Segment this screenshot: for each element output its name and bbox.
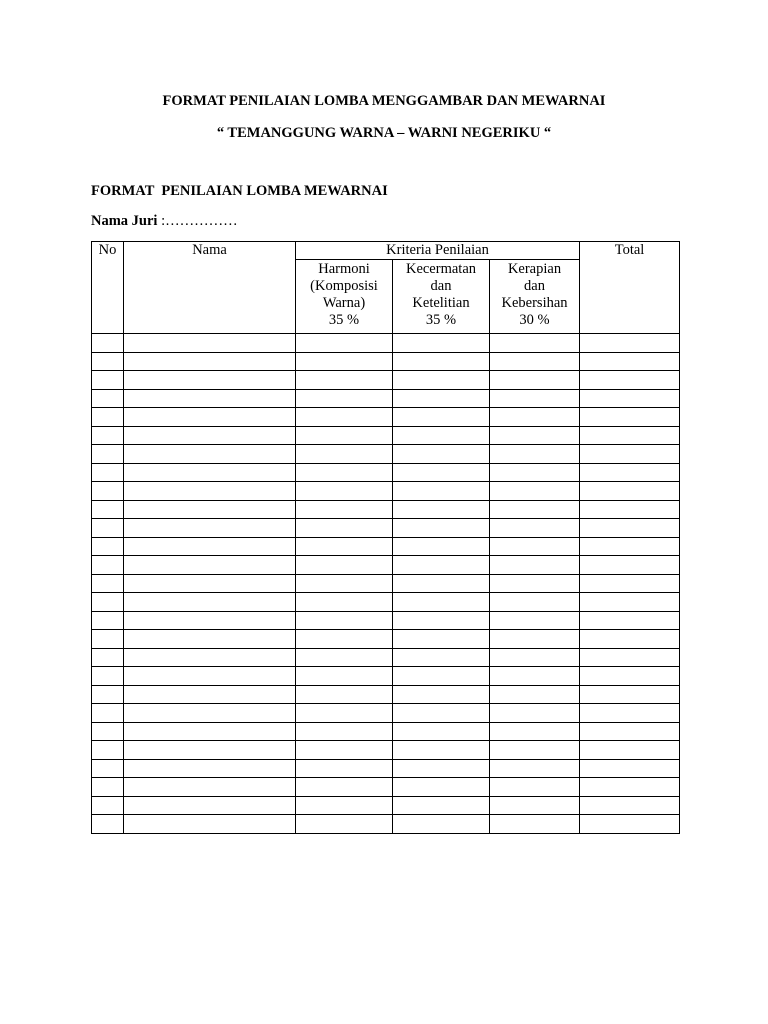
cell-nama xyxy=(124,778,296,797)
scoring-table xyxy=(91,241,680,834)
table-row xyxy=(92,482,680,501)
table-row xyxy=(92,519,680,538)
cell-harmoni xyxy=(296,334,393,353)
cell-kerapian xyxy=(490,815,580,834)
cell-no xyxy=(92,722,124,741)
cell-harmoni xyxy=(296,778,393,797)
criterion-weight: 30 % xyxy=(519,312,550,328)
cell-no xyxy=(92,463,124,482)
cell-harmoni xyxy=(296,759,393,778)
cell-nama xyxy=(124,371,296,390)
cell-kerapian xyxy=(490,704,580,723)
cell-total xyxy=(580,426,680,445)
header-criterion-kerapian xyxy=(490,260,580,334)
cell-harmoni xyxy=(296,463,393,482)
table-row xyxy=(92,556,680,575)
cell-harmoni xyxy=(296,741,393,760)
cell-total xyxy=(580,556,680,575)
cell-no xyxy=(92,685,124,704)
cell-harmoni xyxy=(296,371,393,390)
table-row xyxy=(92,463,680,482)
cell-total xyxy=(580,722,680,741)
cell-no xyxy=(92,667,124,686)
cell-kecermatan xyxy=(393,648,490,667)
criterion-line: dan xyxy=(430,278,452,294)
cell-kerapian xyxy=(490,648,580,667)
cell-total xyxy=(580,408,680,427)
header-kriteria: Kriteria Penilaian xyxy=(296,242,580,260)
cell-kecermatan xyxy=(393,611,490,630)
cell-kerapian xyxy=(490,759,580,778)
cell-harmoni xyxy=(296,648,393,667)
cell-nama xyxy=(124,426,296,445)
cell-total xyxy=(580,796,680,815)
judge-name-blank: :…………… xyxy=(157,213,238,229)
cell-nama xyxy=(124,445,296,464)
cell-total xyxy=(580,593,680,612)
table-row xyxy=(92,611,680,630)
cell-kecermatan xyxy=(393,445,490,464)
cell-nama xyxy=(124,463,296,482)
header-no: No xyxy=(92,242,124,334)
table-row xyxy=(92,371,680,390)
cell-harmoni xyxy=(296,667,393,686)
table-row xyxy=(92,352,680,371)
table-row xyxy=(92,741,680,760)
cell-kerapian xyxy=(490,426,580,445)
table-row xyxy=(92,426,680,445)
table-row xyxy=(92,778,680,797)
table-row xyxy=(92,704,680,723)
cell-kecermatan xyxy=(393,371,490,390)
criterion-line: Kecermatan xyxy=(405,261,477,277)
cell-kecermatan xyxy=(393,778,490,797)
cell-kerapian xyxy=(490,408,580,427)
section-title: FORMAT PENILAIAN LOMBA MEWARNAI xyxy=(91,183,388,199)
cell-harmoni xyxy=(296,630,393,649)
cell-kerapian xyxy=(490,352,580,371)
cell-kecermatan xyxy=(393,741,490,760)
cell-kerapian xyxy=(490,389,580,408)
table-row xyxy=(92,796,680,815)
cell-harmoni xyxy=(296,593,393,612)
cell-nama xyxy=(124,537,296,556)
cell-kecermatan xyxy=(393,685,490,704)
table-row xyxy=(92,667,680,686)
cell-total xyxy=(580,704,680,723)
cell-kecermatan xyxy=(393,815,490,834)
cell-total xyxy=(580,519,680,538)
cell-kecermatan xyxy=(393,704,490,723)
table-row xyxy=(92,759,680,778)
cell-harmoni xyxy=(296,704,393,723)
table-row xyxy=(92,593,680,612)
table-row xyxy=(92,445,680,464)
cell-kerapian xyxy=(490,685,580,704)
cell-nama xyxy=(124,704,296,723)
cell-kecermatan xyxy=(393,667,490,686)
cell-nama xyxy=(124,500,296,519)
cell-harmoni xyxy=(296,482,393,501)
cell-total xyxy=(580,648,680,667)
cell-kerapian xyxy=(490,445,580,464)
cell-kerapian xyxy=(490,371,580,390)
cell-nama xyxy=(124,482,296,501)
cell-kecermatan xyxy=(393,556,490,575)
table-row xyxy=(92,685,680,704)
table-row xyxy=(92,648,680,667)
cell-no xyxy=(92,352,124,371)
cell-nama xyxy=(124,389,296,408)
cell-kerapian xyxy=(490,556,580,575)
cell-total xyxy=(580,611,680,630)
criterion-weight: 35 % xyxy=(328,312,360,328)
cell-harmoni xyxy=(296,445,393,464)
cell-nama xyxy=(124,593,296,612)
cell-nama xyxy=(124,334,296,353)
table-row xyxy=(92,815,680,834)
cell-kerapian xyxy=(490,741,580,760)
cell-kecermatan xyxy=(393,574,490,593)
cell-kecermatan xyxy=(393,500,490,519)
cell-nama xyxy=(124,408,296,427)
cell-kecermatan xyxy=(393,482,490,501)
cell-harmoni xyxy=(296,519,393,538)
cell-nama xyxy=(124,667,296,686)
cell-total xyxy=(580,389,680,408)
cell-harmoni xyxy=(296,796,393,815)
cell-nama xyxy=(124,759,296,778)
cell-kerapian xyxy=(490,593,580,612)
cell-harmoni xyxy=(296,408,393,427)
cell-total xyxy=(580,667,680,686)
cell-no xyxy=(92,574,124,593)
judge-name-line xyxy=(91,212,238,230)
cell-nama xyxy=(124,648,296,667)
cell-total xyxy=(580,500,680,519)
cell-total xyxy=(580,574,680,593)
cell-no xyxy=(92,630,124,649)
cell-total xyxy=(580,537,680,556)
cell-nama xyxy=(124,519,296,538)
criterion-line: Kebersihan xyxy=(501,295,568,311)
cell-nama xyxy=(124,815,296,834)
cell-no xyxy=(92,389,124,408)
cell-kerapian xyxy=(490,574,580,593)
cell-no xyxy=(92,778,124,797)
cell-kerapian xyxy=(490,334,580,353)
cell-kerapian xyxy=(490,519,580,538)
table-row xyxy=(92,389,680,408)
header-criterion-kecermatan xyxy=(393,260,490,334)
document-theme: “ TEMANGGUNG WARNA – WARNI NEGERIKU “ xyxy=(216,125,552,141)
cell-nama xyxy=(124,685,296,704)
cell-total xyxy=(580,815,680,834)
cell-no xyxy=(92,815,124,834)
cell-no xyxy=(92,611,124,630)
cell-no xyxy=(92,796,124,815)
criterion-weight: 35 % xyxy=(425,312,457,328)
document-title: FORMAT PENILAIAN LOMBA MENGGAMBAR DAN MEWARNAI xyxy=(162,93,606,109)
cell-total xyxy=(580,445,680,464)
cell-nama xyxy=(124,796,296,815)
criterion-line: (Komposisi xyxy=(310,278,378,294)
cell-kecermatan xyxy=(393,759,490,778)
criterion-line: Warna) xyxy=(322,295,366,311)
cell-kecermatan xyxy=(393,630,490,649)
cell-harmoni xyxy=(296,389,393,408)
table-row xyxy=(92,334,680,353)
cell-kecermatan xyxy=(393,722,490,741)
header-criterion-harmoni xyxy=(296,260,393,334)
cell-harmoni xyxy=(296,722,393,741)
cell-nama xyxy=(124,556,296,575)
cell-kecermatan xyxy=(393,389,490,408)
cell-no xyxy=(92,500,124,519)
criterion-line: Harmoni xyxy=(318,261,370,277)
cell-kecermatan xyxy=(393,593,490,612)
cell-no xyxy=(92,371,124,390)
table-row xyxy=(92,408,680,427)
cell-kerapian xyxy=(490,463,580,482)
cell-no xyxy=(92,519,124,538)
table-row xyxy=(92,722,680,741)
cell-total xyxy=(580,685,680,704)
cell-nama xyxy=(124,630,296,649)
cell-kerapian xyxy=(490,778,580,797)
table-row xyxy=(92,500,680,519)
criterion-line: dan xyxy=(524,278,545,294)
cell-harmoni xyxy=(296,815,393,834)
cell-harmoni xyxy=(296,537,393,556)
cell-no xyxy=(92,482,124,501)
cell-nama xyxy=(124,574,296,593)
cell-no xyxy=(92,759,124,778)
cell-no xyxy=(92,556,124,575)
cell-kecermatan xyxy=(393,352,490,371)
cell-kecermatan xyxy=(393,519,490,538)
cell-total xyxy=(580,759,680,778)
cell-kecermatan xyxy=(393,463,490,482)
cell-total xyxy=(580,371,680,390)
cell-total xyxy=(580,778,680,797)
scoring-table-body xyxy=(92,334,680,834)
cell-kecermatan xyxy=(393,796,490,815)
cell-harmoni xyxy=(296,556,393,575)
cell-kerapian xyxy=(490,722,580,741)
cell-harmoni xyxy=(296,426,393,445)
cell-kecermatan xyxy=(393,537,490,556)
cell-no xyxy=(92,408,124,427)
cell-no xyxy=(92,704,124,723)
cell-total xyxy=(580,630,680,649)
cell-harmoni xyxy=(296,352,393,371)
table-row xyxy=(92,574,680,593)
cell-total xyxy=(580,334,680,353)
cell-nama xyxy=(124,722,296,741)
table-row xyxy=(92,537,680,556)
judge-name-label: Nama Juri xyxy=(91,213,158,229)
cell-harmoni xyxy=(296,500,393,519)
cell-harmoni xyxy=(296,574,393,593)
cell-total xyxy=(580,463,680,482)
cell-kerapian xyxy=(490,500,580,519)
cell-kecermatan xyxy=(393,426,490,445)
cell-nama xyxy=(124,611,296,630)
header-total: Total xyxy=(580,242,680,334)
cell-kerapian xyxy=(490,537,580,556)
cell-kerapian xyxy=(490,482,580,501)
table-row xyxy=(92,630,680,649)
cell-kerapian xyxy=(490,796,580,815)
criterion-line: Ketelitian xyxy=(412,295,470,311)
header-nama: Nama xyxy=(124,242,296,334)
cell-no xyxy=(92,537,124,556)
cell-kecermatan xyxy=(393,334,490,353)
cell-nama xyxy=(124,352,296,371)
cell-total xyxy=(580,352,680,371)
cell-no xyxy=(92,334,124,353)
cell-kerapian xyxy=(490,611,580,630)
criterion-line: Kerapian xyxy=(507,261,562,277)
cell-no xyxy=(92,648,124,667)
cell-kerapian xyxy=(490,667,580,686)
cell-no xyxy=(92,593,124,612)
cell-kecermatan xyxy=(393,408,490,427)
cell-no xyxy=(92,741,124,760)
cell-total xyxy=(580,741,680,760)
cell-harmoni xyxy=(296,685,393,704)
cell-harmoni xyxy=(296,611,393,630)
cell-kerapian xyxy=(490,630,580,649)
cell-nama xyxy=(124,741,296,760)
cell-no xyxy=(92,445,124,464)
cell-no xyxy=(92,426,124,445)
cell-total xyxy=(580,482,680,501)
